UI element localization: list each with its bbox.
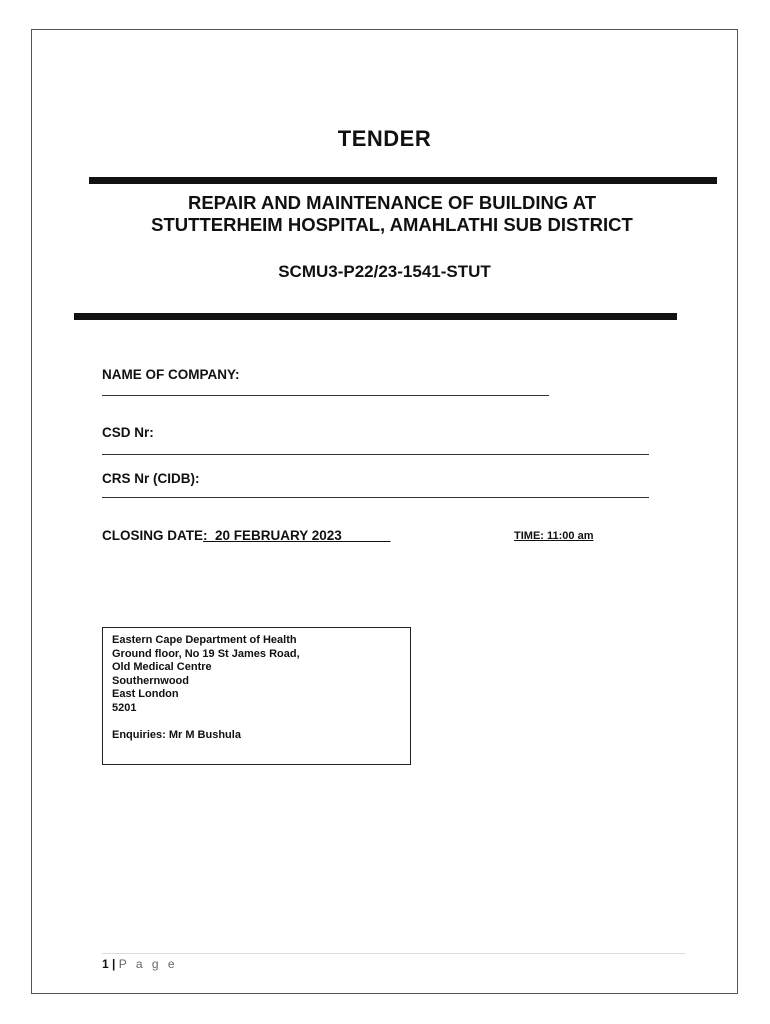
tender-reference: SCMU3-P22/23-1541-STUT bbox=[278, 262, 491, 281]
address-line-1: Eastern Cape Department of Health bbox=[112, 634, 297, 646]
page-label: P a g e bbox=[118, 957, 178, 971]
address-line-5: East London bbox=[112, 688, 179, 701]
crs-number-line bbox=[102, 497, 649, 498]
page-footer bbox=[102, 957, 178, 971]
page-title: TENDER bbox=[337, 126, 432, 151]
crs-number-label: CRS Nr (CIDB): bbox=[102, 471, 200, 486]
tender-subtitle bbox=[102, 192, 682, 236]
footer-separator: | bbox=[112, 957, 116, 971]
document-page bbox=[31, 29, 738, 994]
enquiries-contact: Enquiries: Mr M Bushula bbox=[112, 728, 241, 741]
address-line-4: Southernwood bbox=[112, 674, 189, 687]
page-number: 1 bbox=[102, 957, 109, 971]
subtitle-line-1: REPAIR AND MAINTENANCE OF BUILDING AT bbox=[187, 192, 596, 213]
closing-date bbox=[102, 528, 391, 543]
closing-date-label: CLOSING DATE bbox=[102, 528, 203, 543]
closing-date-value: : 20 FEBRUARY 2023 bbox=[203, 528, 391, 543]
subtitle-line-2: STUTTERHEIM HOSPITAL, AMAHLATHI SUB DISTRICT bbox=[151, 214, 633, 235]
address-line-3: Old Medical Centre bbox=[112, 661, 212, 674]
closing-time: TIME: 11:00 am bbox=[514, 530, 594, 542]
csd-number-line bbox=[102, 454, 649, 455]
csd-number-label: CSD Nr: bbox=[102, 425, 154, 440]
address-line-6: 5201 bbox=[112, 701, 137, 714]
company-name-line bbox=[102, 395, 549, 396]
bottom-divider bbox=[74, 313, 677, 320]
address-box bbox=[102, 627, 411, 765]
footer-divider bbox=[102, 953, 685, 954]
top-divider bbox=[89, 177, 717, 184]
company-name-label: NAME OF COMPANY: bbox=[102, 367, 240, 382]
address-line-2: Ground floor, No 19 St James Road, bbox=[112, 647, 300, 660]
